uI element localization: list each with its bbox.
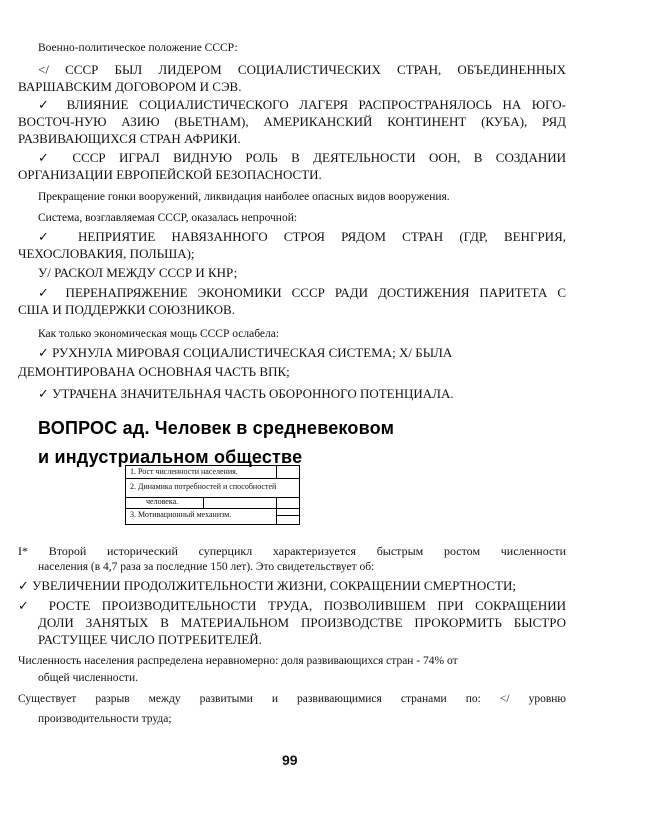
- paragraph-line: Существует разрыв между развитыми и развивающимися странами по: </ уровню: [18, 693, 566, 705]
- paragraph-line: ✓ РОСТЕ ПРОИЗВОДИТЕЛЬНОСТИ ТРУДА, ПОЗВОЛИВШЕМ ПРИ СОКРАЩЕНИИ: [18, 598, 566, 613]
- paragraph-line: ДОЛИ ЗАНЯТЫХ В МАТЕРИАЛЬНОМ ПРОИЗВОДСТВЕ ПРОКОРМИТЬ БЫСТРО: [38, 615, 566, 630]
- section-heading: ВОПРОС ад. Человек в средневековом: [38, 418, 395, 438]
- paragraph-line: ✓ РУХНУЛА МИРОВАЯ СОЦИАЛИСТИЧЕСКАЯ СИСТЕМА; Х/ БЫЛА: [38, 345, 453, 360]
- section-heading: и индустриальном обществе: [38, 447, 303, 467]
- paragraph-line: ✓ НЕПРИЯТИЕ НАВЯЗАННОГО СТРОЯ РЯДОМ СТРАН (ГДР, ВЕНГРИЯ,: [38, 229, 566, 244]
- paragraph-line: ✓ УТРАЧЕНА ЗНАЧИТЕЛЬНАЯ ЧАСТЬ ОБОРОННОГО ПОТЕНЦИАЛА.: [38, 386, 454, 401]
- table-row: человека.: [146, 497, 179, 506]
- paragraph-line: производительности труда;: [38, 713, 172, 725]
- paragraph-line: ✓ СССР ИГРАЛ ВИДНУЮ РОЛЬ В ДЕЯТЕЛЬНОСТИ ООН, В СОЗДАНИИ: [38, 150, 566, 165]
- text-line: Как только экономическая мощь СССР ослабела:: [38, 328, 280, 340]
- paragraph-line: ВАРШАВСКИМ ДОГОВОРОМ И СЭВ.: [18, 79, 242, 94]
- paragraph-line: Численность населения распределена неравномерно: доля развивающихся стран - 74% от: [18, 655, 458, 667]
- paragraph-line: I* Второй исторический суперцикл характеризуется быстрым ростом численности: [18, 544, 566, 558]
- page-number: 99: [282, 752, 298, 768]
- paragraph-line: </ СССР БЫЛ ЛИДЕРОМ СОЦИАЛИСТИЧЕСКИХ СТРАН, ОБЪЕДИНЕННЫХ: [38, 62, 566, 77]
- outline-table: [125, 465, 300, 525]
- paragraph-line: У/ РАСКОЛ МЕЖДУ СССР И КНР;: [38, 265, 238, 280]
- paragraph-line: РАСТУЩЕЕ ЧИСЛО ПОТРЕБИТЕЛЕЙ.: [38, 632, 262, 647]
- table-row: 3. Мотивационный механизм.: [130, 510, 232, 519]
- intro-text: Военно-политическое положение СССР:: [38, 42, 238, 54]
- paragraph-line: РАЗВИВАЮЩИХСЯ СТРАН АФРИКИ.: [18, 131, 241, 146]
- text-line: Прекращение гонки вооружений, ликвидация наиболее опасных видов вооружения.: [38, 191, 450, 203]
- paragraph-line: США И ПОДДЕРЖКИ СОЮЗНИКОВ.: [18, 302, 235, 317]
- paragraph-line: ✓ УВЕЛИЧЕНИИ ПРОДОЛЖИТЕЛЬНОСТИ ЖИЗНИ, СОКРАЩЕНИИ СМЕРТНОСТИ;: [18, 578, 516, 593]
- paragraph-line: общей численности.: [38, 672, 138, 684]
- paragraph-line: ДЕМОНТИРОВАНА ОСНОВНАЯ ЧАСТЬ ВПК;: [18, 364, 290, 379]
- table-row: 2. Динамика потребностей и способностей: [130, 482, 277, 491]
- text-line: Система, возглавляемая СССР, оказалась непрочной:: [38, 212, 298, 224]
- paragraph-line: ОРГАНИЗАЦИИ ЕВРОПЕЙСКОЙ БЕЗОПАСНОСТИ.: [18, 167, 322, 182]
- paragraph-line: ВОСТОЧ-НУЮ АЗИЮ (ВЬЕТНАМ), АМЕРИКАНСКИЙ КОНТИНЕНТ (КУБА), РЯД: [18, 114, 566, 129]
- paragraph-line: ЧЕХОСЛОВАКИЯ, ПОЛЬША);: [18, 246, 195, 261]
- paragraph-line: ✓ ВЛИЯНИЕ СОЦИАЛИСТИЧЕСКОГО ЛАГЕРЯ РАСПРОСТРАНЯЛОСЬ НА ЮГО-: [38, 97, 566, 112]
- table-row: 1. Рост численности населения.: [130, 467, 238, 476]
- paragraph-line: ✓ ПЕРЕНАПРЯЖЕНИЕ ЭКОНОМИКИ СССР РАДИ ДОСТИЖЕНИЯ ПАРИТЕТА С: [38, 285, 566, 300]
- paragraph-line: населения (в 4,7 раза за последние 150 лет). Это свидетельствует об:: [38, 561, 375, 573]
